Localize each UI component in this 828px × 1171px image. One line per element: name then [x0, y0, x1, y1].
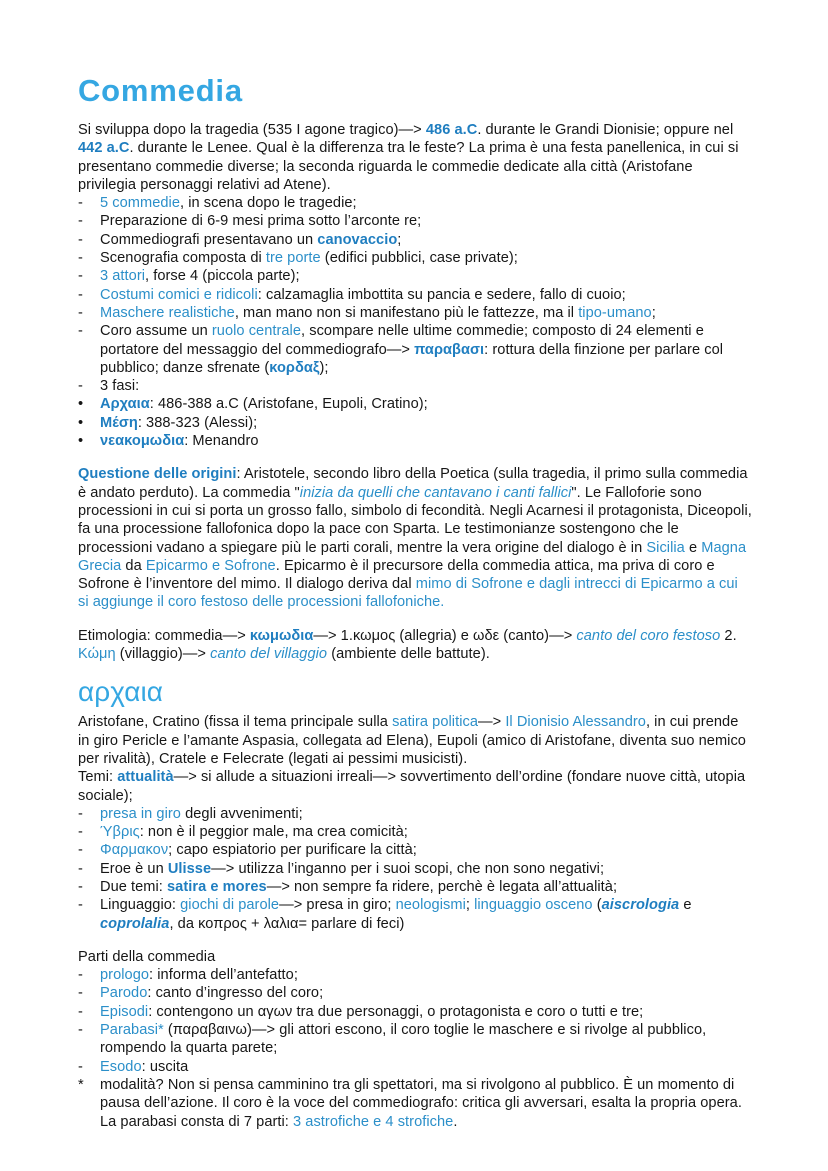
highlighted-text: linguaggio osceno: [474, 897, 593, 914]
highlighted-text: Φαρμακον: [100, 842, 169, 859]
list-item-text: [100, 212, 752, 230]
body-text: , da κοπρος + λαλια= parlare di feci): [169, 915, 405, 932]
body-text: da: [121, 557, 146, 574]
body-text: (ambiente delle battute).: [327, 646, 490, 663]
list-item: [78, 1003, 752, 1021]
highlighted-text: coprolalia: [100, 915, 170, 932]
highlighted-text: Ύβρις: [100, 824, 140, 841]
list-item: [78, 1021, 752, 1058]
highlighted-text: Αρχαια: [100, 396, 150, 413]
body-text: Scenografia composta di: [100, 250, 266, 267]
highlighted-text: παραβασι: [414, 341, 485, 358]
list-item: [78, 432, 752, 450]
paragraph: [78, 768, 752, 805]
list-item: [78, 267, 752, 285]
highlighted-text: canto del villaggio: [210, 646, 328, 663]
list-item: [78, 1076, 752, 1131]
body-text: (: [592, 897, 602, 914]
body-text: 3 fasi:: [100, 378, 140, 395]
list-item: [78, 194, 752, 212]
body-text: Si sviluppa dopo la tragedia (535 I agone tragico)—>: [78, 122, 426, 138]
body-text: 2.: [720, 627, 737, 644]
list-item: [78, 395, 752, 413]
list-item-text: [100, 841, 752, 859]
body-text: , man mano non si manifestano più le fattezze, ma il: [234, 304, 579, 321]
paragraph: [78, 465, 752, 611]
body-text: Etimologia: commedia—>: [78, 627, 250, 644]
bullet-marker: •: [78, 396, 84, 413]
list-item-text: [100, 1058, 752, 1076]
body-text: . Epicarmo è il precursore della commedia attica, ma priva di coro e Sofrone è l’inventore del mimo. Il dialogo deriva dal: [78, 557, 715, 593]
highlighted-text: Episodi: [100, 1003, 149, 1020]
list-item-text: [100, 286, 752, 304]
bullet-marker: -: [78, 897, 83, 914]
body-text: (παραβαινω)—> gli attori escono, il coro toglie le maschere e si rivolge al pubblico, rompendo la quarta parete;: [100, 1022, 707, 1057]
list-item-text: [100, 878, 752, 896]
list-item-text: [100, 1021, 752, 1058]
highlighted-text: Parodo: [100, 985, 148, 1002]
highlighted-text: Μέση: [100, 414, 138, 431]
highlighted-text: satira e mores: [167, 878, 267, 895]
body-text: —> si allude a situazioni irreali—> sovvertimento dell’ordine (fondare nuove città, utopia sociale);: [78, 769, 746, 804]
highlighted-text: Ulisse: [167, 860, 212, 877]
body-text: Commediografi presentavano un: [100, 231, 318, 248]
body-text: Coro assume un: [100, 323, 212, 340]
bullet-marker: -: [78, 1058, 83, 1075]
body-text: : rottura della finzione per parlare col pubblico; danze sfrenate (: [100, 341, 724, 376]
bullet-marker: -: [78, 1003, 83, 1020]
list-item-text: [100, 304, 752, 322]
list-item-text: [100, 823, 752, 841]
highlighted-text: giochi di parole: [180, 897, 280, 914]
highlighted-text: inizia da quelli che cantavano i canti fallici: [299, 484, 572, 501]
highlighted-text: prologo: [100, 967, 150, 984]
highlighted-text: κωμωδια: [249, 627, 314, 644]
list-item: [78, 878, 752, 896]
list-item: [78, 984, 752, 1002]
list-item: [78, 1058, 752, 1076]
body-text: : contengono un αγων tra due personaggi, o protagonista e coro o tutti e tre;: [148, 1003, 644, 1020]
body-text: αρχαια: [78, 676, 163, 708]
list-item-text: [100, 249, 752, 267]
list-item-text: [100, 805, 752, 823]
highlighted-text: Il Dionisio Alessandro: [505, 714, 646, 731]
highlighted-text: attualità: [117, 769, 174, 786]
highlighted-text: 442 a.C: [78, 140, 130, 157]
bullet-marker: -: [78, 231, 83, 248]
highlighted-text: tipo-umano: [578, 304, 652, 321]
list-item: [78, 414, 752, 432]
paragraph: [78, 713, 752, 768]
list-item: [78, 212, 752, 230]
list-item-text: [100, 395, 752, 413]
highlighted-text: 3 astrofiche e 4 strofiche: [293, 1113, 454, 1130]
body-text: (edifici pubblici, case private);: [320, 250, 518, 267]
bullet-marker: -: [78, 286, 83, 303]
bullet-marker: -: [78, 250, 83, 267]
list-item: [78, 823, 752, 841]
list-item-text: [100, 432, 752, 450]
body-text: , scompare nelle ultime commedie; composto di 24 elementi e portatore del messaggio del commediografo—>: [100, 323, 704, 358]
highlighted-text: mimo di Sofrone e dagli intrecci di Epicarmo a cui si aggiunge il coro festoso delle processioni fallofoniche.: [78, 576, 738, 611]
body-text: . durante le Grandi Dionisie; oppure nel: [477, 122, 734, 138]
list-item-text: [100, 194, 752, 212]
highlighted-text: ruolo centrale: [211, 323, 302, 340]
body-text: ;: [397, 231, 402, 248]
body-text: Preparazione di 6-9 mesi prima sotto l’arconte re;: [100, 213, 422, 230]
body-text: : Aristotele, secondo libro della Poetica (sulla tragedia, il primo sulla commedia è andato perduto). La commedia ": [78, 466, 748, 501]
body-text: Due temi:: [100, 878, 168, 895]
list-item-text: [100, 377, 752, 395]
body-text: : calzamaglia imbottita su pancia e sedere, fallo di cuoio;: [257, 286, 626, 303]
bullet-marker: -: [78, 805, 83, 822]
highlighted-text: Epicarmo e Sofrone: [145, 557, 276, 574]
body-text: Aristofane, Cratino (fissa il tema principale sulla: [78, 714, 393, 731]
body-text: Temi:: [78, 769, 118, 786]
highlighted-text: Costumi comici e ridicoli: [100, 286, 258, 303]
highlighted-text: 486 a.C: [425, 122, 478, 138]
body-text: : 388-323 (Alessi);: [137, 414, 258, 431]
body-text: : 486-388 a.C (Aristofane, Eupoli, Cratino);: [149, 396, 428, 413]
list-item: [78, 841, 752, 859]
paragraph: [78, 121, 752, 194]
highlighted-text: Sicilia: [646, 539, 685, 556]
list-item: [78, 896, 752, 933]
section-heading-archaia: [78, 676, 752, 708]
body-text: : canto d’ingresso del coro;: [147, 985, 324, 1002]
bullet-marker: -: [78, 378, 83, 395]
list-item-text: [100, 1076, 752, 1131]
highlighted-text: 5 commedie: [100, 195, 180, 212]
list-item: [78, 377, 752, 395]
list-item: [78, 860, 752, 878]
list-item-text: [100, 966, 752, 984]
highlighted-text: Maschere realistiche: [100, 304, 235, 321]
list-item: [78, 249, 752, 267]
highlighted-text: satira politica: [392, 714, 478, 731]
list-item: [78, 286, 752, 304]
bullet-marker: -: [78, 323, 83, 340]
highlighted-text: presa in giro: [100, 805, 181, 822]
highlighted-text: 3 attori: [100, 268, 146, 285]
highlighted-text: canovaccio: [317, 231, 398, 248]
body-text: , in scena dopo le tragedie;: [180, 195, 357, 212]
body-text: —> non sempre fa ridere, perchè è legata all’attualità;: [266, 878, 618, 895]
body-text: Eroe è un: [100, 860, 168, 877]
list-item: [78, 805, 752, 823]
body-text: : Menandro: [184, 433, 259, 450]
bullet-marker: -: [78, 878, 83, 895]
body-text: —> utilizza l’inganno per i suoi scopi, che non sono negativi;: [211, 860, 605, 877]
bullet-marker: -: [78, 195, 83, 212]
list-item: [78, 966, 752, 984]
body-text: e: [684, 539, 702, 556]
list-item-text: [100, 267, 752, 285]
body-text: (villaggio)—>: [115, 646, 211, 663]
highlighted-text: Questione delle origini: [78, 466, 237, 483]
body-text: Commedia: [78, 73, 243, 108]
list-item-text: [100, 984, 752, 1002]
body-text: —> 1.κωμος (allegria) e ωδε (canto)—>: [313, 627, 577, 644]
body-text: , forse 4 (piccola parte);: [145, 268, 300, 285]
body-text: . durante le Lenee. Qual è la differenza tra le feste? La prima è una festa panellenica, in cui si presentano commedie diverse; la seconda riguarda le commedie dedicate alla città (Aristofane privilegia personaggi relativi ad Atene).: [78, 140, 739, 193]
list-item-text: [100, 231, 752, 249]
body-text: Linguaggio:: [100, 897, 181, 914]
body-text: : non è il peggior male, ma crea comicità;: [139, 824, 408, 841]
list-item-text: [100, 414, 752, 432]
body-text: , in cui prende in giro Pericle e l’amante Aspasia, collegata ad Elena), Eupoli (amico di Aristofane, diventa suo nemico per rivalità), Cratele e Felecrate (legati ai pessimi musicisti).: [78, 714, 746, 767]
highlighted-text: Magna Grecia: [78, 539, 747, 574]
body-text: degli avvenimenti;: [180, 805, 303, 822]
bullet-marker: •: [78, 414, 84, 431]
paragraph: [78, 627, 752, 664]
body-text: .: [453, 1113, 458, 1130]
highlighted-text: Κώμη: [78, 646, 116, 663]
body-text: : informa dell’antefatto;: [149, 967, 298, 984]
body-text: ;: [465, 897, 475, 914]
body-text: ". Le Falloforie sono processioni in cui si porta un grosso fallo, simbolo di fecondità. Negli Acarnesi il protagonista, Diceopoli, fa una processione fallofonica dopo la pace con Sparta. Le testimonianze sostengono che le processioni vadano a spiegare più le parti corali, mentre la vera origine del dialogo è in: [78, 484, 752, 556]
bullet-marker: -: [78, 842, 83, 859]
body-text: ;: [651, 304, 656, 321]
highlighted-text: Parabasi*: [100, 1022, 164, 1039]
list-item-text: [100, 896, 752, 933]
body-text: e: [679, 897, 692, 914]
highlighted-text: aiscrologia: [601, 897, 680, 914]
bullet-marker: -: [78, 213, 83, 230]
list-item: [78, 322, 752, 377]
bullet-marker: -: [78, 304, 83, 321]
highlighted-text: tre porte: [265, 250, 321, 267]
body-text: —> presa in giro;: [279, 897, 396, 914]
list-item-text: [100, 1003, 752, 1021]
document-body: [78, 74, 752, 1131]
body-text: —>: [478, 714, 506, 731]
bullet-marker: *: [78, 1076, 84, 1093]
body-text: : uscita: [141, 1058, 189, 1075]
body-text: ; capo espiatorio per purificare la città;: [168, 842, 417, 859]
bullet-marker: -: [78, 985, 83, 1002]
bullet-marker: -: [78, 1022, 83, 1039]
highlighted-text: κορδαξ: [269, 359, 320, 376]
page-title-commedia: [78, 74, 752, 108]
body-text: modalità? Non si pensa camminino tra gli spettatori, ma si rivolgono al pubblico. È un momento di pausa dell’azione. Il coro è la voce del commediografo: critica gli avversari, esalta la propria opera. La parabasi consta di 7 parti:: [100, 1076, 742, 1130]
list-item: [78, 231, 752, 249]
body-text: );: [319, 359, 329, 376]
bullet-marker: •: [78, 433, 84, 450]
highlighted-text: νεακομωδια: [100, 433, 185, 450]
highlighted-text: neologismi: [395, 897, 466, 914]
list-item: [78, 304, 752, 322]
list-item-text: [100, 322, 752, 377]
bullet-marker: -: [78, 860, 83, 877]
highlighted-text: canto del coro festoso: [576, 627, 721, 644]
bullet-marker: -: [78, 824, 83, 841]
highlighted-text: Esodo: [100, 1058, 142, 1075]
bullet-marker: -: [78, 268, 83, 285]
paragraph: [78, 948, 752, 966]
bullet-marker: -: [78, 967, 83, 984]
list-item-text: [100, 860, 752, 878]
body-text: Parti della commedia: [78, 948, 216, 965]
